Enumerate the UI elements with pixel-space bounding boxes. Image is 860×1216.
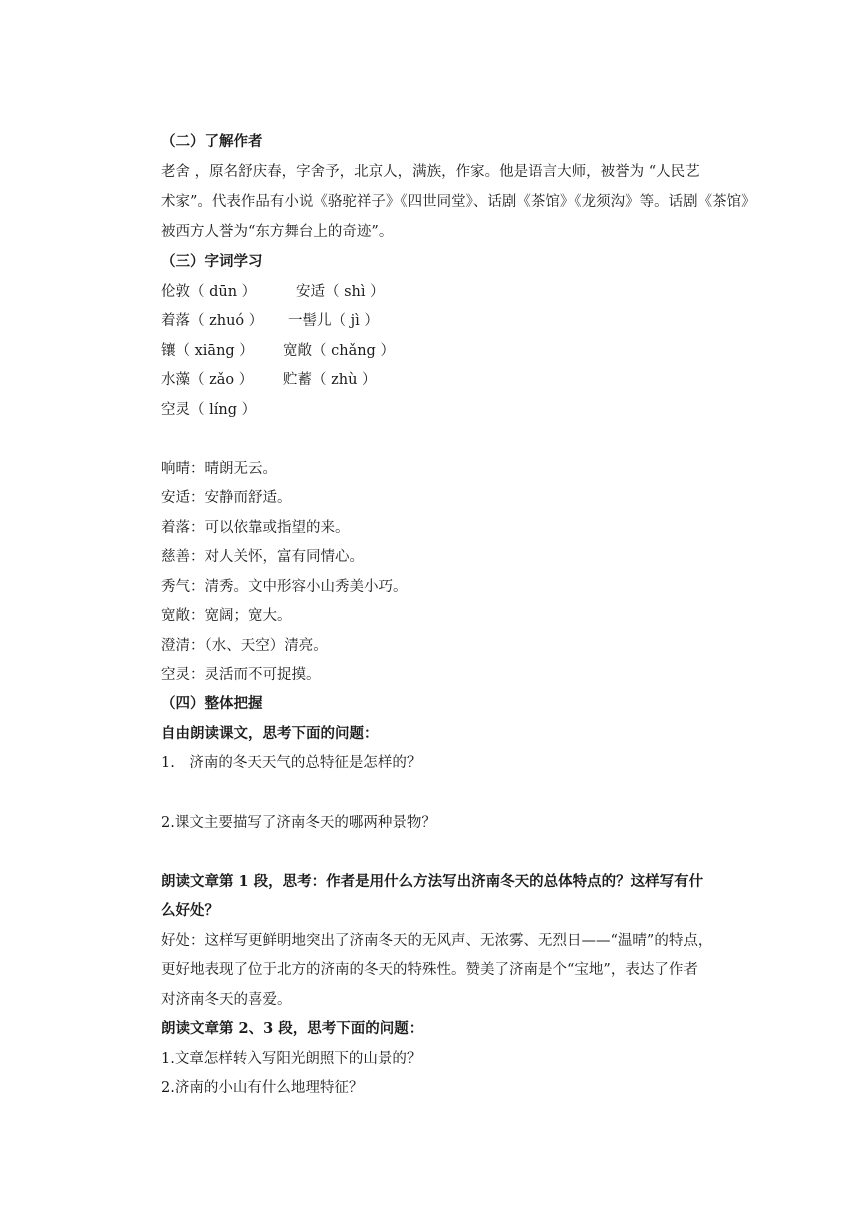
paragraph-2-3-question-2: 2.济南的小山有什么地理特征？ — [161, 1080, 364, 1096]
definition-item: 秀气：清秀。文中形容小山秀美小巧。 — [161, 579, 408, 595]
vocab-item: 安适（ shì ） — [296, 284, 385, 300]
definition-item: 宽敞：宽阔；宽大。 — [161, 608, 292, 624]
definition-item: 响晴：晴朗无云。 — [161, 461, 277, 477]
paragraph-1-question-line-1: 朗读文章第 1 段，思考：作者是用什么方法写出济南冬天的总体特点的？这样写有什 — [161, 873, 704, 890]
paragraph-2-3-question-1: 1.文章怎样转入写阳光朗照下的山景的？ — [161, 1051, 422, 1067]
question-1: 1. 济南的冬天天气的总特征是怎样的？ — [161, 755, 422, 771]
definition-item: 安适：安静而舒适。 — [161, 490, 292, 506]
reading-prompt: 自由朗读课文，思考下面的问题： — [161, 725, 379, 742]
section-heading-words: （三）字词学习 — [161, 253, 263, 270]
paragraph-1-question-line-2: 么好处？ — [161, 902, 219, 919]
answer-line-2: 更好地表现了位于北方的济南的冬天的特殊性。赞美了济南是个“宝地”，表达了作者 — [161, 962, 698, 978]
vocab-item: 着落（ zhuó ） — [161, 313, 264, 329]
definition-item: 空灵：灵活而不可捉摸。 — [161, 667, 321, 683]
definition-item: 澄清：（水、天空）清亮。 — [161, 638, 328, 654]
vocab-item: 镶（ xiāng ） — [161, 343, 254, 359]
vocab-item: 空灵（ líng ） — [161, 402, 257, 418]
author-paragraph-line-3: 被西方人誉为“东方舞台上的奇迹”。 — [161, 224, 394, 240]
vocab-item: 伦敦（ dūn ） — [161, 284, 257, 300]
paragraph-2-3-prompt: 朗读文章第 2、3 段，思考下面的问题： — [161, 1020, 424, 1037]
section-heading-author: （二）了解作者 — [161, 133, 263, 150]
vocab-item: 一髻儿（ jì ） — [288, 313, 379, 329]
vocab-item: 宽敞（ chǎng ） — [283, 343, 395, 359]
question-2: 2.课文主要描写了济南冬天的哪两种景物？ — [161, 815, 436, 831]
vocab-item: 水藻（ zǎo ） — [161, 372, 254, 388]
author-paragraph-line-1: 老舍 ，原名舒庆春，字舍予，北京人，满族，作家。他是语言大师，被誉为 “人民艺 — [161, 164, 700, 180]
definition-item: 着落：可以依靠或指望的来。 — [161, 520, 350, 536]
answer-line-1: 好处：这样写更鲜明地突出了济南冬天的无风声、无浓雾、无烈日——“温晴”的特点， — [161, 933, 713, 949]
section-heading-overall: （四）整体把握 — [161, 695, 263, 712]
author-paragraph-line-2: 术家”。代表作品有小说《骆驼祥子》《四世同堂》、话剧《茶馆》《龙须沟》等。话剧《茶馆》 — [161, 194, 756, 210]
vocab-item: 贮蓄（ zhù ） — [283, 372, 377, 388]
definition-item: 慈善：对人关怀，富有同情心。 — [161, 549, 364, 565]
answer-line-3: 对济南冬天的喜爱。 — [161, 992, 292, 1008]
